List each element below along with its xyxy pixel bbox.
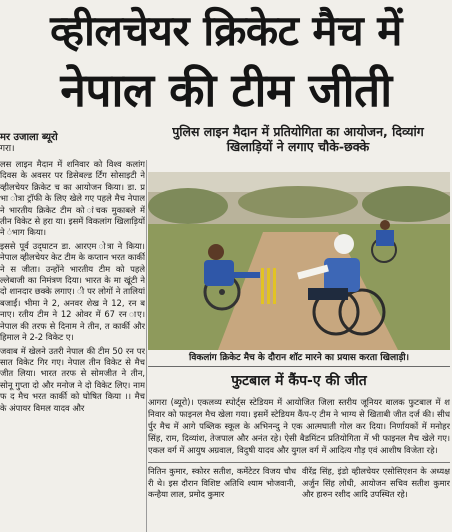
football-divider — [148, 462, 450, 463]
football-story — [148, 368, 450, 532]
photo-tree — [148, 188, 228, 224]
dateline-place: गरा। — [0, 144, 15, 154]
photo-tree — [238, 186, 358, 218]
column-divider — [146, 160, 147, 532]
cricket-photo-illustration — [148, 172, 450, 350]
continuation-column-1: नितिन कुमार, स्कोरर सतीश, कमेंटेटर विजय चौधरी थे। इस दौरान विशिष्ट अतिथि श्याम भोजवानी, कन्हैया लाल, प्रमोद कुमार — [148, 466, 296, 499]
byline: मर उजाला ब्यूरो — [0, 132, 58, 143]
left-paragraph-3: जवाब में खेलने उतरी नेपाल की टीम 50 रन पर सात विकेट गिर गए। नेपाल तीन विकेट से मैच जीत लिया। भारत तरफ से सोमजीत ने तीन, सोनू गुप्ता दो और मनोज ने दो विकेट लिए। नाम फ द मैच भरत कार्की को घोषित किया ।। मैच के अंपायर विमल यादव और — [0, 345, 145, 413]
continuation-columns — [148, 466, 450, 501]
left-paragraph-2: इससे पूर्व उद्‌घाटन डा. आरएम ोत्रा ने किया। नेपाल व्हीलचेयर केट टीम के कप्तान भरत कार्की ने स जीता। उन्होंने भारतीय टीम को पहले ल्लेबाजी का निमंत्रण दिया। भारत के मा खूंटी ने दो शानदार छक्के लगाए। ी पर लोगों ने तालियां बजाईं। भीमा ने 2, अनवर शेख ने 12, रन बनाए। रतीय टीम ने 12 ओवर में 67 रन ाए। नेपाल की तरफ से दिनाम ने तीन, त कार्की और हिमाल ने 2-2 विकेट ए। — [0, 240, 145, 343]
photo-tree — [362, 186, 450, 222]
subheadline-line-2: खिलाड़ियों ने लगाए चौके-छक्के — [226, 139, 370, 154]
continuation-column-2: वीरेंद्र सिंह, इंडो व्हीलचेयर एसोसिएशन के अध्यक्ष अर्जुन सिंह लोधी, आयोजन सचिव सतीश कुमार और हारुन रशीद आदि उपस्थित रहे। — [302, 466, 450, 499]
left-paragraph-1: लस लाइन मैदान में शनिवार को विश्व कलांग दिवस के अवसर पर डिसेबल्ड र्टिंग सोसाइटी ने व्हीलचेयर क्रिकेट च का आयोजन किया। डा. प्रभा ोत्रा ट्रॉफी के लिए खेले गए पहले मैच नेपाल ने भारतीय क्रिकेट टीम को ांचक मुकाबले में तीन विकेट से हरा या। इसमें विकलांग खिलाड़ियों ने ंभाग किया। — [0, 159, 145, 238]
football-headline: फुटबाल में कैंप-ए की जीत — [231, 373, 367, 389]
subheadline — [146, 124, 450, 154]
wicket-stumps — [261, 268, 276, 304]
photo-caption: विकलांग क्रिकेट मैच के दौरान शॉट मारने का प्रयास करता खिलाड़ी। — [148, 350, 450, 367]
football-body: आगरा (ब्यूरो)। एकलव्य स्पोर्ट्स स्टेडियम में आयोजित जिला स्तरीय जूनियर बालक फुटबाल में शनिवार को फाइनल मैच खेला गया। इसमें स्टेडियम कैंप-ए टीम ने भाग्य से खिताबी जीत दर्ज की। सीधर्पुर मैच में आगे पब्लिक स्कूल के अभिनन्दु ने एक आत्मघाती गोल कर दिया। निर्णायकों में मनोहर सिंह, राम, दिव्यांश, तेजपाल और अनंत रहे। ऐसी बैडमिंटन प्रतियोगिता में भी फाइनल मैच खेले गए। एकल वर्ग में आयुष अग्रवाल, विदुषी यादव और युगल वर्ग में आदित्य गौड़ एवं आशीष विजेता रहे। — [148, 397, 450, 455]
headline — [0, 0, 452, 122]
cricket-photo — [148, 172, 450, 350]
headline-line-1: व्हीलचेयर क्रिकेट मैच में — [50, 6, 402, 55]
subheadline-line-1: पुलिस लाइन मैदान में प्रतियोगिता का आयोजन, दिव्यांग — [172, 124, 424, 139]
headline-line-2: नेपाल की टीम जीती — [60, 63, 392, 117]
left-column — [0, 130, 145, 532]
